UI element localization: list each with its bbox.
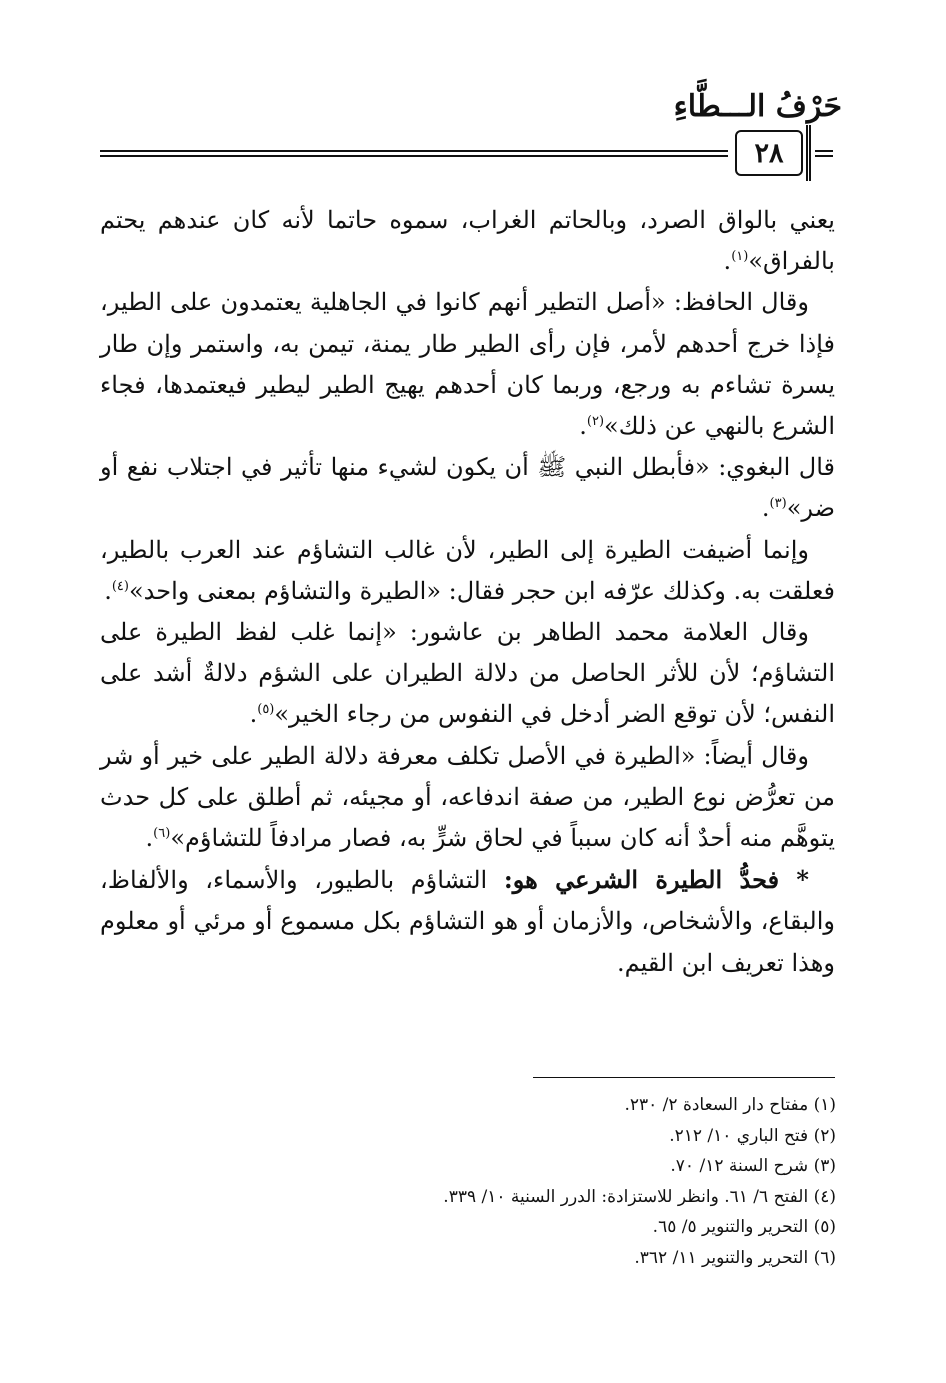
paragraph-text: قال البغوي: «فأبطل النبي ﷺ أن يكون لشيء منها تأثير في اجتلاب نفع أو ضر» [100, 453, 835, 523]
footnote-item: (١) مفتاح دار السعادة ٢/ ٢٣٠. [624, 1095, 836, 1115]
footnote-ref: (٤) [111, 578, 129, 594]
definition-term: * فحدُّ الطيرة الشرعي هو: [503, 865, 809, 895]
paragraph-text: يعني بالواق الصرد، وبالحاتم الغراب، سموه حاتما لأنه كان عندهم يحتم بالفراق» [100, 206, 835, 276]
paragraph-end: . [579, 412, 587, 441]
footnote-item: (٦) التحرير والتنوير ١١/ ٣٦٢. [634, 1247, 836, 1268]
paragraph [100, 859, 835, 984]
chapter-title: حَرْفُ الـــطَّاءِ [673, 89, 842, 124]
paragraph-text: التشاؤم بالطيور، والأسماء، والألفاظ، والبقاع، والأشخاص، والأزمان أو هو التشاؤم بكل مسموع أو مرئي أو معلوم وهذا تعريف ابن القيم. [100, 866, 835, 977]
paragraph-text: وقال العلامة محمد الطاهر بن عاشور: «إنما غلب لفظ الطيرة على التشاؤم؛ لأن للأثر الحاصل من دلالة الطيران على الشؤم دلالةٌ أشد على النفس؛ لأن توقع الضر أدخل في النفوس من رجاء الخير» [100, 618, 836, 729]
paragraph-end: . [145, 824, 154, 853]
paragraph-text: وقال الحافظ: «أصل التطير أنهم كانوا في الجاهلية يعتمدون على الطير، فإذا خرج أحدهم لأمر، فإن رأى الطير طار يمنة، تيمن به، واستمر وإن طار يسرة تشاءم به ورجع، وربما كان أحدهم يهيج الطير ليطير فيعتمدها، فجاء الشرع بالنهي عن ذلك» [100, 288, 835, 441]
paragraph-text: وإنما أضيفت الطيرة إلى الطير، لأن غالب التشاؤم عند العرب بالطير، فعلقت به. وكذلك عرّفه ابن حجر فقال: «الطيرة والتشاؤم بمعنى واحد» [100, 535, 835, 605]
paragraph [100, 447, 835, 529]
footnotes [356, 1090, 836, 1274]
footnote-ref: (٦) [153, 826, 171, 842]
footnote-ref: (٣) [769, 496, 787, 512]
paragraph [100, 736, 835, 860]
footnote-item: (٤) الفتح ٦/ ٦١. وانظر للاستزادة: الدرر السنية ١٠/ ٣٣٩. [443, 1186, 836, 1207]
paragraph [100, 530, 835, 612]
footnote-ref: (٢) [586, 414, 605, 430]
paragraph-end: . [761, 494, 770, 523]
header-double-rule [100, 150, 728, 157]
header-right-rule [815, 150, 833, 157]
paragraph-end: . [723, 247, 732, 276]
paragraph [100, 200, 835, 282]
page-number: ٢٨ [735, 130, 803, 176]
paragraph-end: . [104, 576, 112, 605]
footnote-item: (٥) التحرير والتنوير ٥/ ٦٥. [652, 1217, 836, 1238]
footnote-separator [533, 1077, 835, 1078]
footnote-item: (٢) فتح الباري ١٠/ ٢١٢. [669, 1125, 836, 1146]
paragraph [100, 282, 835, 447]
footnote-ref: (١) [731, 249, 749, 265]
paragraph [100, 612, 835, 736]
page-number-bracket [806, 125, 811, 181]
paragraph-end: . [249, 700, 258, 729]
paragraph-text: وقال أيضاً: «الطيرة في الأصل تكلف معرفة دلالة الطير على خير أو شر من تعرُّض نوع الطير، من صفة اندفاعه، أو مجيئه، ثم أطلق على كل حدث يتوهَّم منه أحدٌ أنه كان سبباً في لحاق شرٍّ به، فصار مرادفاً للتشاؤم» [100, 741, 835, 853]
main-text [100, 200, 835, 984]
footnote-item: (٣) شرح السنة ١٢/ ٧٠. [670, 1156, 836, 1177]
footnote-ref: (٥) [257, 702, 275, 718]
